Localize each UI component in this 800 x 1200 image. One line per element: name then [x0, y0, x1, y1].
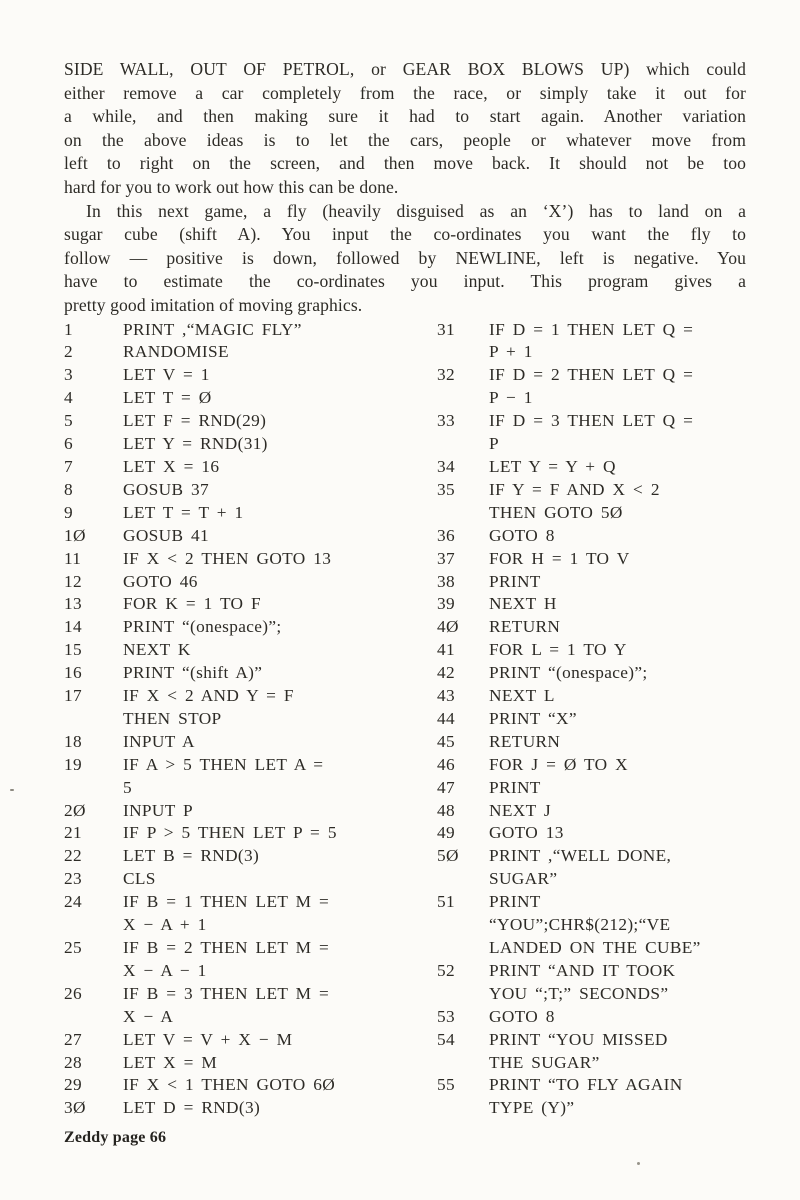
line-number: 14 [64, 617, 82, 637]
code-text: LET Y = RND(31) [123, 434, 268, 454]
code-row [64, 1006, 437, 1029]
code-text: NEXT L [489, 686, 555, 706]
code-row [64, 525, 437, 548]
code-row [437, 410, 746, 433]
code-text: P [489, 434, 499, 454]
code-text: GOTO 8 [489, 1006, 555, 1026]
code-text: LET B = RND(3) [123, 846, 260, 866]
line-number: 5Ø [437, 846, 459, 866]
code-row [437, 1006, 746, 1029]
paragraph-line: hard for you to work out how this can be done. [64, 176, 399, 197]
code-row [64, 731, 437, 754]
paragraph-line: a while, and then making sure it had to start again. Another variation [64, 106, 746, 127]
code-text: FOR K = 1 TO F [123, 594, 262, 614]
line-number: 55 [437, 1075, 455, 1095]
code-text: INPUT P [123, 800, 193, 820]
code-text: RETURN [489, 617, 561, 637]
code-row [437, 456, 746, 479]
line-number [64, 777, 123, 800]
code-text: THE SUGAR” [489, 1052, 600, 1072]
line-number: 33 [437, 411, 455, 431]
code-text: IF X < 1 THEN GOTO 6Ø [123, 1075, 336, 1095]
code-row [64, 800, 437, 823]
code-text: P − 1 [489, 388, 533, 408]
code-row [437, 708, 746, 731]
code-row [437, 731, 746, 754]
paragraph-line: SIDE WALL, OUT OF PETROL, or GEAR BOX BLOWS UP) which could [64, 59, 746, 79]
code-row [64, 410, 437, 433]
line-number [437, 937, 489, 960]
paragraph-line: pretty good imitation of moving graphics. [64, 294, 363, 315]
code-text: LET D = RND(3) [123, 1098, 261, 1118]
code-row [64, 1097, 437, 1120]
line-number [437, 341, 489, 364]
code-row [437, 341, 746, 364]
code-text: GOTO 46 [123, 571, 198, 591]
paragraph-line: have to estimate the co-ordinates you input. This program gives a [64, 271, 746, 292]
line-number: 36 [437, 525, 455, 545]
code-text: IF X < 2 AND Y = F [123, 686, 294, 706]
code-text: PRINT “X” [489, 708, 577, 728]
line-number [64, 1006, 123, 1029]
line-number: 11 [64, 548, 82, 568]
paragraph-line: left to right on the screen, and then move back. It should not be too [64, 153, 746, 174]
code-row [64, 868, 437, 891]
line-number [437, 502, 489, 525]
code-text: IF D = 2 THEN LET Q = [489, 365, 694, 385]
line-number: 4 [64, 388, 73, 408]
line-number: 24 [64, 892, 82, 912]
line-number: 17 [64, 686, 82, 706]
code-row [64, 387, 437, 410]
code-text: IF D = 3 THEN LET Q = [489, 411, 694, 431]
line-number [437, 914, 489, 937]
code-text: LET V = 1 [123, 365, 210, 385]
code-row [437, 891, 746, 914]
code-row [64, 364, 437, 387]
line-number: 31 [437, 319, 455, 339]
paragraph [64, 200, 746, 318]
code-row [437, 502, 746, 525]
code-text: IF P > 5 THEN LET P = 5 [123, 823, 337, 843]
code-row [64, 914, 437, 937]
code-text: NEXT H [489, 594, 557, 614]
code-row [64, 754, 437, 777]
code-row [64, 960, 437, 983]
code-row [437, 983, 746, 1006]
code-text: LET X = 16 [123, 456, 220, 476]
code-row [437, 800, 746, 823]
line-number: 6 [64, 434, 73, 454]
line-number [64, 960, 123, 983]
code-row [64, 983, 437, 1006]
code-text: PRINT “TO FLY AGAIN [489, 1075, 683, 1095]
code-text: PRINT [489, 777, 541, 797]
code-text: LET T = T + 1 [123, 502, 244, 522]
paragraphs [64, 58, 746, 318]
scan-artifact-speck [10, 789, 14, 791]
code-text: LET X = M [123, 1052, 218, 1072]
line-number [437, 983, 489, 1006]
code-text: IF B = 3 THEN LET M = [123, 983, 330, 1003]
paragraph-line: either remove a car completely from the race, or simply take it out for [64, 82, 746, 103]
code-text: LET F = RND(29) [123, 411, 267, 431]
code-text: THEN GOTO 5Ø [489, 502, 623, 522]
code-text: CLS [123, 869, 156, 889]
code-row [64, 341, 437, 364]
code-row [437, 433, 746, 456]
line-number: 7 [64, 456, 73, 476]
paragraph [64, 58, 746, 200]
line-number: 49 [437, 823, 455, 843]
code-text: PRINT [489, 892, 541, 912]
code-row [64, 571, 437, 594]
line-number: 52 [437, 960, 455, 980]
code-row [437, 1052, 746, 1075]
paragraph-line: on the above ideas is to let the cars, people or whatever move from [64, 129, 746, 150]
code-text: RANDOMISE [123, 342, 229, 362]
code-row [437, 754, 746, 777]
line-number: 54 [437, 1029, 455, 1049]
code-text: LANDED ON THE CUBE” [489, 938, 701, 957]
code-row [437, 685, 746, 708]
code-row [64, 502, 437, 525]
line-number: 19 [64, 754, 82, 774]
code-row [437, 777, 746, 800]
code-row [64, 845, 437, 868]
line-number [437, 387, 489, 410]
code-text: RETURN [489, 731, 561, 751]
line-number: 53 [437, 1006, 455, 1026]
line-number: 48 [437, 800, 455, 820]
code-text: PRINT [489, 571, 541, 591]
code-row [64, 1029, 437, 1052]
code-row [437, 937, 746, 960]
code-text: P + 1 [489, 342, 533, 362]
code-text: LET Y = Y + Q [489, 456, 616, 476]
paragraph-line: sugar cube (shift A). You input the co-ordinates you want the fly to [64, 224, 746, 245]
code-text: IF X < 2 THEN GOTO 13 [123, 548, 332, 568]
code-text: IF A > 5 THEN LET A = [123, 754, 324, 774]
line-number: 51 [437, 892, 455, 912]
line-number: 47 [437, 777, 455, 797]
line-number: 2Ø [64, 800, 86, 820]
code-row [437, 914, 746, 937]
code-text: GOSUB 37 [123, 479, 209, 499]
code-text: GOTO 13 [489, 823, 564, 843]
code-text: NEXT K [123, 640, 191, 660]
code-row [437, 319, 746, 342]
line-number [437, 1052, 489, 1075]
code-text: PRINT ,“MAGIC FLY” [123, 319, 302, 339]
code-row [437, 548, 746, 571]
line-number: 1 [64, 319, 73, 339]
code-text: FOR J = Ø TO X [489, 754, 628, 774]
code-text: GOSUB 41 [123, 525, 209, 545]
code-text: FOR H = 1 TO V [489, 548, 630, 568]
line-number [437, 433, 489, 456]
code-row [437, 868, 746, 891]
line-number: 4Ø [437, 617, 459, 637]
listing-right-column [437, 319, 746, 1121]
line-number: 18 [64, 731, 82, 751]
code-row [64, 548, 437, 571]
code-row [437, 525, 746, 548]
line-number: 39 [437, 594, 455, 614]
code-row [64, 616, 437, 639]
line-number: 28 [64, 1052, 82, 1072]
code-row [64, 433, 437, 456]
code-row [64, 777, 437, 800]
line-number: 12 [64, 571, 82, 591]
line-number: 9 [64, 502, 73, 522]
line-number: 5 [64, 411, 73, 431]
code-text: PRINT “(onespace)”; [489, 663, 648, 683]
program-listing [64, 319, 746, 1121]
code-text: LET V = V + X − M [123, 1029, 293, 1049]
code-text: PRINT “YOU MISSED [489, 1029, 668, 1049]
scan-artifact-speck [637, 1162, 640, 1165]
code-text: X − A − 1 [123, 960, 207, 980]
code-row [64, 1074, 437, 1097]
code-text: TYPE (Y)” [489, 1098, 575, 1118]
line-number: 23 [64, 869, 82, 889]
code-text: IF D = 1 THEN LET Q = [489, 319, 694, 339]
code-row [64, 685, 437, 708]
code-row [437, 1097, 746, 1120]
line-number: 21 [64, 823, 82, 843]
code-row [64, 639, 437, 662]
code-row [64, 708, 437, 731]
code-row [64, 456, 437, 479]
code-row [437, 479, 746, 502]
line-number [64, 914, 123, 937]
page-content [64, 58, 746, 1120]
code-row [437, 662, 746, 685]
code-text: IF B = 2 THEN LET M = [123, 938, 330, 957]
code-row [64, 479, 437, 502]
code-row [64, 937, 437, 960]
code-text: THEN STOP [123, 708, 222, 728]
code-row [64, 822, 437, 845]
code-text: “YOU”;CHR$(212);“VE [489, 915, 671, 935]
code-text: IF B = 1 THEN LET M = [123, 892, 330, 912]
paragraph-line: follow — positive is down, followed by NEWLINE, left is negative. You [64, 247, 746, 268]
code-row [437, 387, 746, 410]
line-number: 3 [64, 365, 73, 385]
code-text: LET T = Ø [123, 388, 212, 408]
line-number [64, 708, 123, 731]
line-number: 1Ø [64, 525, 86, 545]
line-number: 22 [64, 846, 82, 866]
code-text: PRINT ,“WELL DONE, [489, 846, 672, 866]
code-row [437, 639, 746, 662]
line-number: 26 [64, 983, 82, 1003]
line-number: 37 [437, 548, 455, 568]
code-text: IF Y = F AND X < 2 [489, 479, 660, 499]
code-row [64, 891, 437, 914]
line-number: 45 [437, 731, 455, 751]
line-number: 46 [437, 754, 455, 774]
line-number: 32 [437, 365, 455, 385]
line-number: 27 [64, 1029, 82, 1049]
line-number: 3Ø [64, 1098, 86, 1118]
line-number: 43 [437, 686, 455, 706]
code-text: X − A [123, 1006, 174, 1026]
line-number: 25 [64, 938, 82, 957]
code-row [437, 364, 746, 387]
line-number: 34 [437, 456, 455, 476]
code-text: 5 [123, 777, 132, 797]
paragraph-line: In this next game, a fly (heavily disguised as an ‘X’) has to land on a [86, 200, 746, 221]
line-number [437, 1097, 489, 1120]
code-text: YOU “;T;” SECONDS” [489, 983, 669, 1003]
page-footer: Zeddy page 66 [64, 1129, 167, 1146]
line-number: 2 [64, 342, 73, 362]
code-text: PRINT “(onespace)”; [123, 617, 282, 637]
line-number: 38 [437, 571, 455, 591]
line-number: 13 [64, 594, 82, 614]
code-text: GOTO 8 [489, 525, 555, 545]
line-number: 35 [437, 479, 455, 499]
line-number: 8 [64, 479, 73, 499]
line-number: 41 [437, 640, 455, 660]
code-row [437, 845, 746, 868]
code-row [437, 593, 746, 616]
line-number: 16 [64, 663, 82, 683]
code-row [437, 1074, 746, 1097]
code-row [437, 571, 746, 594]
code-text: NEXT J [489, 800, 551, 820]
listing-left-column [64, 319, 437, 1121]
code-text: PRINT “(shift A)” [123, 663, 263, 683]
code-text: SUGAR” [489, 869, 558, 889]
line-number [437, 868, 489, 891]
line-number: 42 [437, 663, 455, 683]
code-row [437, 960, 746, 983]
code-row [437, 1029, 746, 1052]
code-text: PRINT “AND IT TOOK [489, 960, 676, 980]
code-text: FOR L = 1 TO Y [489, 640, 627, 660]
code-row [64, 662, 437, 685]
code-row [64, 593, 437, 616]
code-text: INPUT A [123, 731, 195, 751]
line-number: 15 [64, 640, 82, 660]
code-row [437, 616, 746, 639]
code-row [64, 319, 437, 342]
code-row [64, 1052, 437, 1075]
code-text: X − A + 1 [123, 915, 207, 935]
line-number: 44 [437, 708, 455, 728]
code-row [437, 822, 746, 845]
line-number: 29 [64, 1075, 82, 1095]
